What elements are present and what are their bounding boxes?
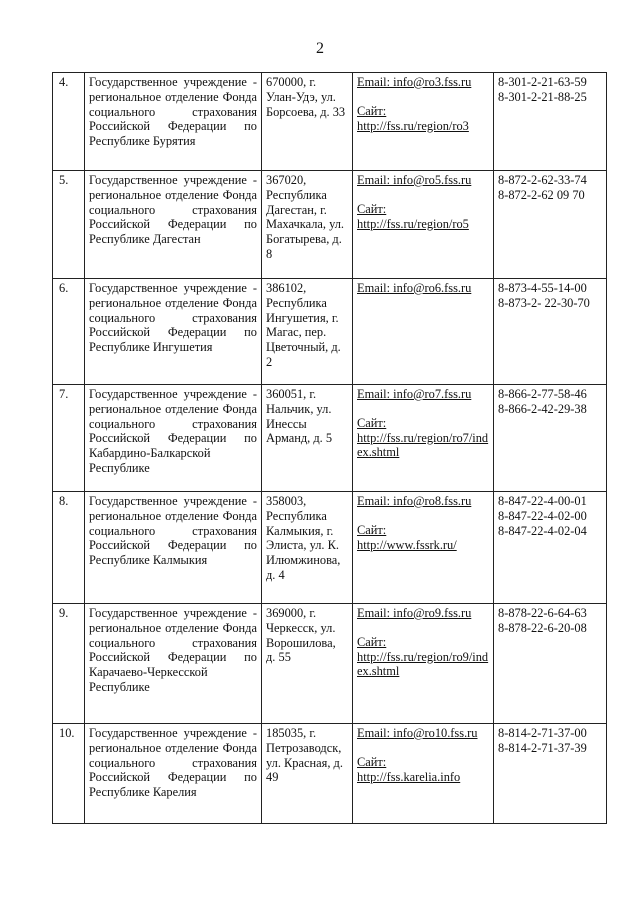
phone-number: 8-866-2-77-58-46: [498, 387, 587, 401]
spacer: [357, 90, 489, 104]
institution-address: 369000, г. Черкесск, ул. Ворошилова, д. 55: [262, 604, 353, 724]
phones-cell: [494, 73, 607, 171]
email-link[interactable]: Email: info@ro6.fss.ru: [357, 281, 472, 295]
phone-number: 8-873-2- 22-30-70: [498, 295, 590, 310]
table-row: [53, 171, 607, 279]
row-number: 9.: [53, 604, 85, 724]
institution-name: Государственное учреждение - региональное отделение Фонда социального страхования Российской Федерации по Республике Дагестан: [85, 171, 262, 279]
email-link[interactable]: Email: info@ro5.fss.ru: [357, 173, 472, 187]
phone-number: 8-847-22-4-02-00: [498, 508, 587, 523]
site-label: Сайт:: [357, 103, 387, 118]
contacts-cell: [353, 492, 494, 604]
phone-number: 8-878-22-6-20-08: [498, 620, 587, 635]
table-row: [53, 73, 607, 171]
phone-number: 8-814-2-71-37-00: [498, 726, 587, 740]
email-link[interactable]: Email: info@ro10.fss.ru: [357, 726, 478, 740]
institution-address: 386102, Республика Ингушетия, г. Магас, пер. Цветочный, д. 2: [262, 279, 353, 385]
site-label: Сайт:: [357, 634, 387, 649]
site-label: Сайт:: [357, 754, 387, 769]
website-link[interactable]: http://fss.karelia.info: [357, 769, 461, 784]
phone-number: 8-878-22-6-64-63: [498, 606, 587, 620]
phone-number: 8-301-2-21-63-59: [498, 75, 587, 89]
table-row: [53, 724, 607, 824]
row-number: 5.: [53, 171, 85, 279]
phone-number: 8-847-22-4-00-01: [498, 494, 587, 508]
phones-cell: [494, 492, 607, 604]
site-label: Сайт:: [357, 415, 387, 430]
phone-number: 8-873-4-55-14-00: [498, 281, 587, 295]
site-label: Сайт:: [357, 522, 387, 537]
institution-name: Государственное учреждение - региональное отделение Фонда социального страхования Российской Федерации по Республике Карелия: [85, 724, 262, 824]
spacer: [357, 509, 489, 523]
phone-number: 8-872-2-62-33-74: [498, 173, 587, 187]
email-link[interactable]: Email: info@ro9.fss.ru: [357, 606, 472, 620]
institution-name: Государственное учреждение - региональное отделение Фонда социального страхования Российской Федерации по Кабардино-Балкарской Республике: [85, 385, 262, 492]
row-number: 4.: [53, 73, 85, 171]
institution-address: 185035, г. Петрозаводск, ул. Красная, д. 49: [262, 724, 353, 824]
contacts-cell: [353, 171, 494, 279]
site-label: Сайт:: [357, 201, 387, 216]
institution-address: 367020, Республика Дагестан, г. Махачкала, ул. Богатырева, д. 8: [262, 171, 353, 279]
row-number: 6.: [53, 279, 85, 385]
phone-number: 8-301-2-21-88-25: [498, 89, 587, 104]
website-link[interactable]: http://fss.ru/region/ro7/index.shtml: [357, 430, 489, 460]
contacts-cell: [353, 724, 494, 824]
phone-number: 8-847-22-4-02-04: [498, 523, 587, 538]
row-number: 7.: [53, 385, 85, 492]
spacer: [357, 621, 489, 635]
table-row: [53, 279, 607, 385]
institution-name: Государственное учреждение - региональное отделение Фонда социального страхования Российской Федерации по Республике Ингушетия: [85, 279, 262, 385]
table-row: [53, 385, 607, 492]
phones-cell: [494, 604, 607, 724]
spacer: [357, 741, 489, 755]
contacts-cell: [353, 604, 494, 724]
institution-address: 670000, г. Улан-Удэ, ул. Борсоева, д. 33: [262, 73, 353, 171]
institution-name: Государственное учреждение - региональное отделение Фонда социального страхования Российской Федерации по Республике Бурятия: [85, 73, 262, 171]
contacts-cell: [353, 279, 494, 385]
phones-cell: [494, 279, 607, 385]
website-link[interactable]: http://fss.ru/region/ro5: [357, 216, 469, 231]
table-row: [53, 492, 607, 604]
page-number: 2: [316, 40, 324, 57]
row-number: 10.: [53, 724, 85, 824]
email-link[interactable]: Email: info@ro7.fss.ru: [357, 387, 472, 401]
table-row: [53, 604, 607, 724]
institution-name: Государственное учреждение - региональное отделение Фонда социального страхования Российской Федерации по Республике Калмыкия: [85, 492, 262, 604]
phone-number: 8-814-2-71-37-39: [498, 740, 587, 755]
spacer: [357, 188, 489, 202]
phones-cell: [494, 385, 607, 492]
institution-address: 358003, Республика Калмыкия, г. Элиста, ул. К. Илюмжинова, д. 4: [262, 492, 353, 604]
institution-name: Государственное учреждение - региональное отделение Фонда социального страхования Российской Федерации по Карачаево-Черкесской Республике: [85, 604, 262, 724]
contacts-cell: [353, 385, 494, 492]
regional-offices-table: [52, 72, 607, 824]
email-link[interactable]: Email: info@ro8.fss.ru: [357, 494, 472, 508]
phone-number: 8-866-2-42-29-38: [498, 401, 587, 416]
phones-cell: [494, 171, 607, 279]
phones-cell: [494, 724, 607, 824]
phone-number: 8-872-2-62 09 70: [498, 187, 585, 202]
email-link[interactable]: Email: info@ro3.fss.ru: [357, 75, 472, 89]
website-link[interactable]: http://fss.ru/region/ro3: [357, 118, 469, 133]
website-link[interactable]: http://fss.ru/region/ro9/index.shtml: [357, 649, 489, 679]
institution-address: 360051, г. Нальчик, ул. Инессы Арманд, д. 5: [262, 385, 353, 492]
row-number: 8.: [53, 492, 85, 604]
contacts-cell: [353, 73, 494, 171]
website-link[interactable]: http://www.fssrk.ru/: [357, 537, 457, 552]
spacer: [357, 402, 489, 416]
